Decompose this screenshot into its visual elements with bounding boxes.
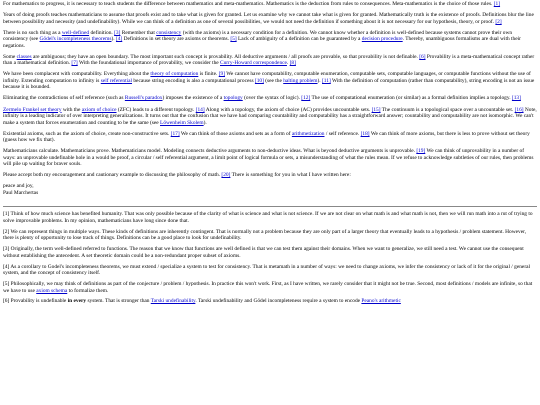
footnote-ref-link[interactable]: [1] (493, 1, 501, 7)
text-run: We cannot have computability, computable enumeration, computable sets, computable languages, or computable functions without the use of infinity. Extending computation to infinity is (3, 71, 531, 84)
inline-link[interactable]: axiom schema (36, 287, 68, 294)
text-run: With the definition of computation (rather than computability), string encoding is not an issue because it is bounded. (3, 77, 535, 91)
inline-link[interactable]: Curry-Howard correspondence (220, 60, 287, 67)
text-run: Definitions in set theory are axioms or theorems. (122, 36, 231, 43)
text-run: We can think of those axioms and sets as a form of (179, 130, 292, 137)
text-run: . (286, 60, 290, 67)
text-run: There is no such thing as a (3, 29, 62, 36)
footnote (3, 281, 537, 294)
signoff-greeting: peace and joy, (3, 183, 34, 190)
inline-link[interactable]: consistency (156, 29, 182, 36)
inline-link[interactable]: arithmetization (291, 130, 325, 137)
text-run: Years of doing proofs teaches mathematicians to assume that proofs exist and to take what is given for granted. Let us examine why we cannot take what is given for granted. Mathematically truth is the existence of proofs. Definitions blur the line between possibility and necessity (and undefinability). While we can think of a definition as one of several possibilities, we would not need the definition if something about it is not necessary for our hypothesis, theory, or proof. (3, 12, 534, 25)
inline-link[interactable]: axiom of choice (81, 106, 117, 113)
text-run: with the (61, 106, 82, 113)
emphasis-text: in every (67, 298, 87, 305)
text-run: [6] Provability is undefinable (3, 298, 68, 305)
footnote-ref-link[interactable]: [8] (289, 60, 296, 67)
text-run: to formalize them. (67, 287, 109, 294)
text-run: Eliminating the contradictions of self reference (such as (3, 95, 125, 102)
text-run: [4] As a corollary to Godel's incompleteness theorems, we must extend / specialize a system to test for consistency. That is metamath in a number of ways: we need to change axioms, we infer the consistency or lack of it for the original / general system, and the concept of consistency itself. (3, 263, 531, 277)
text-run: / self reference. (324, 130, 361, 137)
footnote-ref-link[interactable]: [14] (195, 106, 205, 113)
footnote (3, 264, 537, 277)
text-run: Note, infinity is a leading indicator of over interpreting generalizations. It turns out that the confusion that we have had comparing countability and computability has a straightforward answer; countability and computability are not isomorphic. We can't make a system that forces enumeration and counting to be the same (see (3, 106, 537, 126)
text-run: system. That is stronger than (86, 298, 151, 305)
footnote-ref-link[interactable]: [11] (322, 77, 331, 84)
footnote-ref-link[interactable]: [3] (114, 29, 121, 36)
signoff-author: Paul Marchertas (3, 189, 39, 196)
footnote-ref-link[interactable]: [6] (419, 53, 426, 60)
text-run: ). (317, 77, 323, 84)
text-run: (ZFC) leads to a different topology. (116, 106, 196, 113)
footnote-ref-link[interactable]: [18] (360, 130, 370, 137)
text-run: We can think of more axioms, but there is less to prove without set theory (guess how we fix that). (3, 130, 530, 144)
inline-link[interactable]: well-defined (61, 29, 90, 36)
paragraph (3, 54, 537, 67)
paragraph (3, 71, 537, 91)
paragraph (3, 30, 537, 50)
inline-link[interactable]: Tarski undefinability (150, 298, 196, 305)
inline-link[interactable]: Gödel's incompleteness theorems (39, 36, 112, 43)
paragraph (3, 12, 537, 25)
paragraph (3, 1, 537, 8)
text-run: definition. (89, 29, 115, 36)
footnote-ref-link[interactable]: [2] (495, 18, 502, 25)
paragraph (3, 148, 537, 168)
inline-link[interactable]: decision procedure (361, 36, 403, 43)
text-run: Existential axioms, such as the axiom of choice, create non-constructive sets. (3, 130, 171, 137)
text-run: We can think of unprovability in a number of ways: an unprovable undefinable hole in a would be proof, a circular / self referential argument, a limit point of logical formula or sets, a misunderstanding of what the rules mean. If we refuse to acknowledge subtleties of our rules, then problems will pile up waiting for braver souls. (3, 148, 534, 168)
footnote-ref-link[interactable]: [10] (254, 77, 264, 84)
text-run: Provability is a meta-mathematical concept rather than a mathematical definition. (3, 53, 535, 67)
footnote-ref-link[interactable]: [16] (514, 106, 524, 113)
footnote-ref-link[interactable]: [5] (230, 36, 237, 43)
footnote-ref-link[interactable]: [15] (371, 106, 381, 113)
text-run: The continuum is a topological space over a uncountable set. (380, 106, 515, 113)
text-run: Along with a topology, the axiom of choice (AC) provides uncountable sets. (204, 106, 372, 113)
footnote-ref-link[interactable]: [9] (218, 71, 225, 78)
footnote (3, 211, 537, 224)
text-run: With the foundational importance of provability, we consider the (77, 60, 221, 67)
text-run: Please accept both my encouragement and cautionary example to discussing the philosophy of math. (3, 172, 222, 179)
text-run: [2] We can represent things in multiple ways. These kinds of definitions are inherently contingent. That is normally not a problem because they are only part of a larger theory that eventually leads to a hypothesis / problem statement. However, there is plenty of opportunity to lose track of things. Definitions can be a good place to look for undefinability. (3, 228, 527, 242)
footnote (3, 298, 537, 305)
text-run: [5] Philosophically, we may think of definitions as part of the conjecture / problem / hypothesis. In practice this won't work. First, as I have written, we rarely consider that it might not be true. Second, most definitions / models are infinite, so that we have to use (3, 281, 533, 294)
footnote (3, 246, 537, 259)
text-run: We have been complacent with computability. Everything about the (3, 71, 151, 78)
inline-link[interactable]: Peano's arithmetic (361, 298, 401, 305)
text-run: ). (111, 36, 116, 43)
footnote-ref-link[interactable]: [17] (170, 130, 180, 137)
inline-link[interactable]: self referential (100, 77, 133, 84)
inline-link[interactable]: topology (223, 95, 243, 102)
text-run: The use of computational enumeration (or similar) as a formal definition implies a topology. (310, 95, 512, 102)
inline-link[interactable]: Löwenheim Skolem (160, 119, 204, 126)
article-body (3, 1, 537, 179)
paragraph (3, 95, 537, 102)
paragraph (3, 172, 537, 179)
text-run: Mathematicians calculate. Mathematicians prove. Mathematicians model. Modeling connects deductive arguments to non-deductive ideas. What is beyond deductive arguments is unprovable. (3, 148, 417, 155)
signoff (3, 183, 537, 196)
text-run: because string encoding is also a computational process (132, 77, 255, 84)
text-run: is finite. (198, 71, 219, 78)
text-run: [3] Originally, the term well-defined referred to functions. The reason that we know that functions are well defined is that we can test them against their domains. When we want to generalize, we still need a test. We cannot use the consequent without establishing the antecedent. A set theoretic domain could be a non-redundant proper subset of axioms. (3, 246, 524, 259)
text-run: (over the syntax of logic). (242, 95, 302, 102)
text-run: There is something for you in what I have written here: (230, 172, 351, 179)
text-run: are ambiguous; they have an open boundary. The most important such concept is provability. All deductive arguments / all proofs are provable, so that provability is not definable. (31, 53, 420, 60)
inline-link[interactable]: Russell's paradox (124, 95, 163, 102)
footnote-ref-link[interactable]: [13] (511, 95, 521, 102)
text-run: (with the axioms) is a necessary condition for a definition. We cannot know whether a definition is well-defined because systems cannot prove their own consistency (see (3, 29, 513, 43)
footnote-ref-link[interactable]: [20] (221, 172, 231, 179)
inline-link[interactable]: halting problem (283, 77, 318, 84)
text-run: [1] Think of how much science has benefited humanity. That was only possible because of the clarity of what is science and what is not science. If we are not clear on what math is and what math is not, then we will run math into a rut of trying to solve improvable problems. In my opinion, mathematicians have long since done that. (3, 211, 533, 224)
text-run: ) imposes the existence of a (162, 95, 224, 102)
footnote-ref-link[interactable]: [19] (416, 148, 426, 155)
footnote-ref-link[interactable]: [4] (115, 36, 123, 43)
inline-link[interactable]: theory of computation (150, 71, 199, 78)
text-run: (see the (263, 77, 284, 84)
text-run: For mathematics to progress, it is necessary to teach students the difference between mathematics and meta-mathematics. Mathematics is the deduction from rules to consequences. Meta-mathematics is the choice of those rules. (3, 1, 494, 7)
text-run: Lack of ambiguity of a definition can be guaranteed by a (236, 36, 362, 43)
footnote-ref-link[interactable]: [7] (71, 60, 78, 67)
inline-link[interactable]: Zermelo Frankel set theory (3, 106, 62, 113)
footnote-ref-link[interactable]: [12] (301, 95, 311, 102)
paragraph (3, 107, 537, 127)
text-run: Some (3, 53, 17, 60)
text-run: . Thereby, unambiguous formalisms are dual with their negations. (3, 36, 521, 49)
footnotes-section (3, 206, 537, 304)
text-run: Remember that (120, 29, 157, 36)
footnote (3, 229, 537, 242)
paragraph (3, 131, 537, 144)
text-run: . Tarski undefinability and Gödel incompleteness require a system to encode (195, 298, 362, 305)
text-run: ). (203, 119, 207, 126)
inline-link[interactable]: classes (16, 53, 32, 60)
